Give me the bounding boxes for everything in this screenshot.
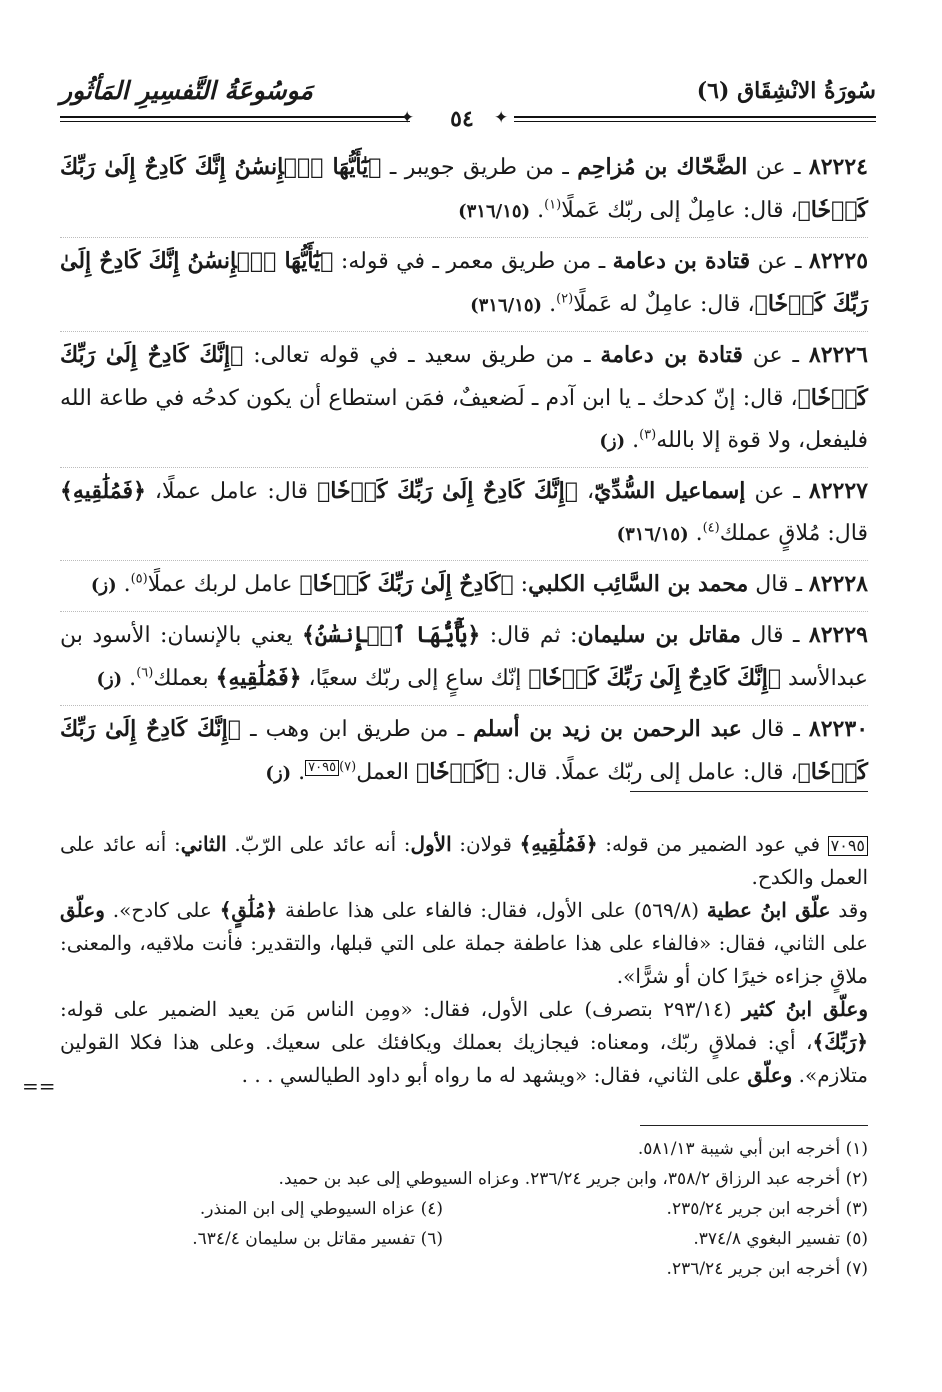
entry-text: ـ عن	[745, 479, 809, 504]
footnote-marker: (٥)	[130, 571, 148, 587]
entry-number: ٨٢٢٢٤	[808, 154, 868, 180]
scholar-verb: وعلّق	[747, 1063, 793, 1087]
book-title-header: مَوسُوعَةُ التَّفسِيرِ المَأثُور	[60, 76, 313, 105]
quran-quote: ﴿مُلَٰقٍ﴾	[219, 898, 278, 922]
footnote: (١) أخرجه ابن أبي شيبة ٥٨١/١٣.	[637, 1139, 868, 1159]
commentary-paragraph	[60, 828, 868, 894]
entry-number: ٨٢٢٢٥	[808, 248, 869, 274]
source-reference: (٣١٦/١٥)	[458, 201, 531, 222]
quran-quote: ﴿فَمُلَٰقِيهِ﴾	[60, 478, 146, 504]
entry-text: ، قال: عامل إلى ربّك عملًا. قال:	[499, 760, 798, 785]
entry-text: ـ من طريق ابن وهب ـ	[240, 717, 474, 742]
commentary-text: (٢٩٣/١٤ بتصرف) على الأول، فقال: «ومِن الناس مَن يعيد الضمير على قوله:	[60, 997, 743, 1021]
entry-text: .	[291, 760, 306, 785]
footnote-marker: (٤)	[702, 520, 720, 536]
quran-quote: ﴿إِنَّكَ كَادِحٌ إِلَىٰ رَبِّكَ كَدۡحٗا﴾	[60, 342, 868, 411]
footnote-marker: (١)	[544, 197, 562, 213]
entry-number: ٨٢٢٢٧	[808, 478, 868, 504]
entry-text: بعملك	[153, 666, 216, 691]
commentary-text: ، أي: فملاقٍ ربّك، ومعناه: فيجازيك بعملك ويكافئك على سعيك. وعلى هذا فكلا القولين متلازم».	[60, 1030, 868, 1087]
source-reference: (ز)	[599, 431, 626, 452]
source-reference: (ز)	[265, 763, 292, 784]
narration-entry	[60, 468, 868, 561]
entry-number: ٨٢٢٢٩	[808, 622, 868, 648]
narrations	[60, 144, 868, 799]
quran-quote: ﴿يَٰٓأَيُّهَا ٱلۡإِنسَٰنُ﴾	[302, 622, 481, 648]
commentary-text: في عود الضمير من قوله:	[597, 832, 828, 856]
entry-text: : ثم قال:	[480, 623, 578, 648]
commentary-separator	[630, 791, 868, 792]
footnote: (٧) أخرجه ابن جرير ٢٣٦/٢٤.	[666, 1259, 868, 1279]
commentary-number: ٧٠٩٥	[828, 836, 868, 856]
ornament-left-icon: ✦	[400, 108, 415, 128]
entry-text: ـ عن	[742, 343, 809, 368]
footnote-marker: (٧)	[339, 759, 357, 775]
narrator-name: محمد بن السَّائِب الكلبي	[528, 571, 749, 597]
ornament-right-icon: ✦	[494, 108, 509, 128]
commentary-block	[60, 828, 868, 1092]
entry-text: إنّك ساعٍ إلى ربّك سعيًا،	[301, 666, 529, 691]
narrator-name: قتادة بن دعامة	[600, 342, 743, 368]
entry-text: العمل	[356, 760, 417, 785]
entry-text: .	[122, 666, 137, 691]
quran-quote: ﴿إِنَّكَ كَادِحٌ إِلَىٰ رَبِّكَ كَدۡحٗا﴾	[60, 716, 868, 785]
entry-text: قال: عامل عملًا،	[145, 479, 318, 504]
commentary-text: : أنه عائد على الرّبّ.	[226, 832, 411, 856]
source-reference: (٣١٦/١٥)	[616, 524, 689, 545]
footnote: (٤) عزاه السيوطي إلى ابن المنذر.	[199, 1199, 443, 1219]
entry-text: ـ من طريق معمر ـ في قوله:	[333, 249, 613, 274]
commentary-marker[interactable]: ٧٠٩٥	[305, 760, 339, 776]
commentary-text: (٥٦٩/٨) على الأول، فقال: فالفاء على هذا عاطفة	[277, 898, 707, 922]
footnotes-separator	[640, 1125, 868, 1126]
entry-text: .	[542, 292, 557, 317]
footnote-row	[60, 1224, 868, 1254]
entry-text: ، قال: عامِلٌ له عَملًا	[573, 292, 755, 317]
commentary-text: على الثاني، فقال: «فالفاء على هذا عاطفة جملة على التي قبلها، والتقدير: فأنت ملاقيه، والمعنى: ملاقٍ جزاءه خيرًا كان أو شرًّا».	[60, 931, 868, 988]
entry-text: :	[513, 572, 529, 597]
quran-quote: ﴿فَمُلَٰقِيهِ﴾	[215, 665, 302, 691]
narration-entry	[60, 612, 868, 706]
quran-quote: ﴿فَمُلَٰقِيهِ﴾	[519, 832, 598, 856]
entry-text: ـ عن	[747, 155, 809, 180]
commentary-text: : أنه عائد على العمل والكدح.	[60, 832, 868, 889]
entry-text: .	[116, 572, 131, 597]
quran-quote: ﴿إِنَّكَ كَادِحٌ إِلَىٰ رَبِّكَ كَدۡحٗا﴾	[528, 665, 782, 691]
narration-entry	[60, 332, 868, 468]
quran-quote: ﴿يَٰٓأَيُّهَا ٱلۡإِنسَٰنُ إِنَّكَ كَادِحٌ إِلَىٰ رَبِّكَ كَدۡحٗا﴾	[60, 154, 868, 223]
narrator-name: إسماعيل السُّدِّيّ	[594, 478, 746, 504]
continuation-mark: ==	[22, 1074, 56, 1098]
entry-text: ـ من طريق جويبر ـ	[381, 155, 578, 180]
page-number: ٥٤	[450, 106, 474, 132]
entry-text: ـ قال	[741, 717, 809, 742]
opinion-label: الثاني	[180, 832, 227, 856]
footnote: (٢) أخرجه عبد الرزاق ٣٥٨/٢، وابن جرير ٢٣٦/٢٤. وعزاه السيوطي إلى عبد بن حميد.	[278, 1169, 868, 1189]
narration-entry	[60, 561, 868, 612]
entry-text: يعني بالإنسان: الأسود بن عبدالأسد	[60, 623, 868, 691]
entry-text: عامل لربك عملًا	[147, 572, 300, 597]
opinion-label: الأول	[410, 832, 452, 856]
footnote-marker: (٣)	[639, 427, 657, 443]
footnote-row	[60, 1194, 868, 1224]
commentary-text: على الثاني، فقال: «ويشهد له ما رواه أبو داود الطيالسي . . .	[241, 1063, 748, 1087]
narrator-name: مقاتل بن سليمان	[577, 622, 741, 648]
narration-entry	[60, 144, 868, 238]
entry-text: ، قال: إنّ كدحك ـ يا ابن آدم ـ لَضعيفٌ، فمَن استطاع أن يكون كدحُه في طاعة الله فليفعل، ولا قوة إلا بالله	[60, 386, 868, 453]
commentary-text: وقد	[830, 898, 869, 922]
entry-text: ، قال: عامِلٌ إلى ربّك عَملًا	[561, 198, 798, 223]
scholar-name: علّق ابنُ عطية	[706, 898, 831, 922]
narration-entry	[60, 706, 868, 799]
narrator-name: قتادة بن دعامة	[612, 248, 751, 274]
footnotes	[60, 1134, 868, 1284]
narration-entry	[60, 238, 868, 332]
entry-text: قال: مُلاقٍ عملك	[719, 521, 868, 546]
scholar-verb: وعلّق	[60, 898, 105, 922]
source-reference: (ز)	[96, 669, 123, 690]
quran-quote: ﴿كَدۡحٗا﴾	[416, 759, 500, 785]
entry-text: ـ قال	[740, 623, 809, 648]
narrator-name: الضَّحّاك بن مُزاحِم	[577, 154, 748, 180]
entry-text: .	[530, 198, 545, 223]
entry-text: ـ قال	[748, 572, 809, 597]
entry-text: ـ من طريق سعيد ـ في قوله تعالى:	[243, 343, 601, 368]
footnote: (٥) تفسير البغوي ٣٧٤/٨.	[693, 1229, 868, 1249]
footnote: (٣) أخرجه ابن جرير ٢٣٥/٢٤.	[666, 1199, 868, 1219]
entry-text: .	[625, 428, 640, 453]
commentary-text: قولان:	[451, 832, 520, 856]
commentary-paragraph	[60, 894, 868, 993]
scholar-name: وعلّق ابنُ كثير	[742, 997, 868, 1021]
quran-quote: ﴿كَادِحٌ إِلَىٰ رَبِّكَ كَدۡحٗا﴾	[299, 571, 514, 597]
quran-quote: ﴿يَٰٓأَيُّهَا ٱلۡإِنسَٰنُ إِنَّكَ كَادِحٌ إِلَىٰ رَبِّكَ كَدۡحٗا﴾	[60, 248, 868, 317]
surah-header: سُورَةُ الانْشِقَاق (٦)	[696, 78, 876, 104]
source-reference: (٣١٦/١٥)	[470, 295, 543, 316]
entry-number: ٨٢٢٢٦	[808, 342, 868, 368]
quran-quote: ﴿رَبِّكَ﴾	[812, 1030, 868, 1054]
quran-quote: ﴿إِنَّكَ كَادِحٌ إِلَىٰ رَبِّكَ كَدۡحٗا﴾	[317, 478, 578, 504]
footnote-marker: (٢)	[556, 291, 574, 307]
narrator-name: عبد الرحمن بن زيد بن أسلم	[473, 716, 742, 742]
footnote: (٦) تفسير مقاتل بن سليمان ٦٣٤/٤.	[192, 1229, 443, 1249]
source-reference: (ز)	[90, 575, 117, 596]
footnote-marker: (٦)	[136, 665, 154, 681]
entry-number: ٨٢٢٢٨	[808, 571, 868, 597]
entry-number: ٨٢٢٣٠	[808, 716, 869, 742]
commentary-text: على كادح».	[104, 898, 220, 922]
entry-text: .	[688, 521, 703, 546]
entry-text: ـ عن	[750, 249, 809, 274]
commentary-paragraph	[60, 993, 868, 1092]
entry-text: ،	[577, 479, 595, 504]
